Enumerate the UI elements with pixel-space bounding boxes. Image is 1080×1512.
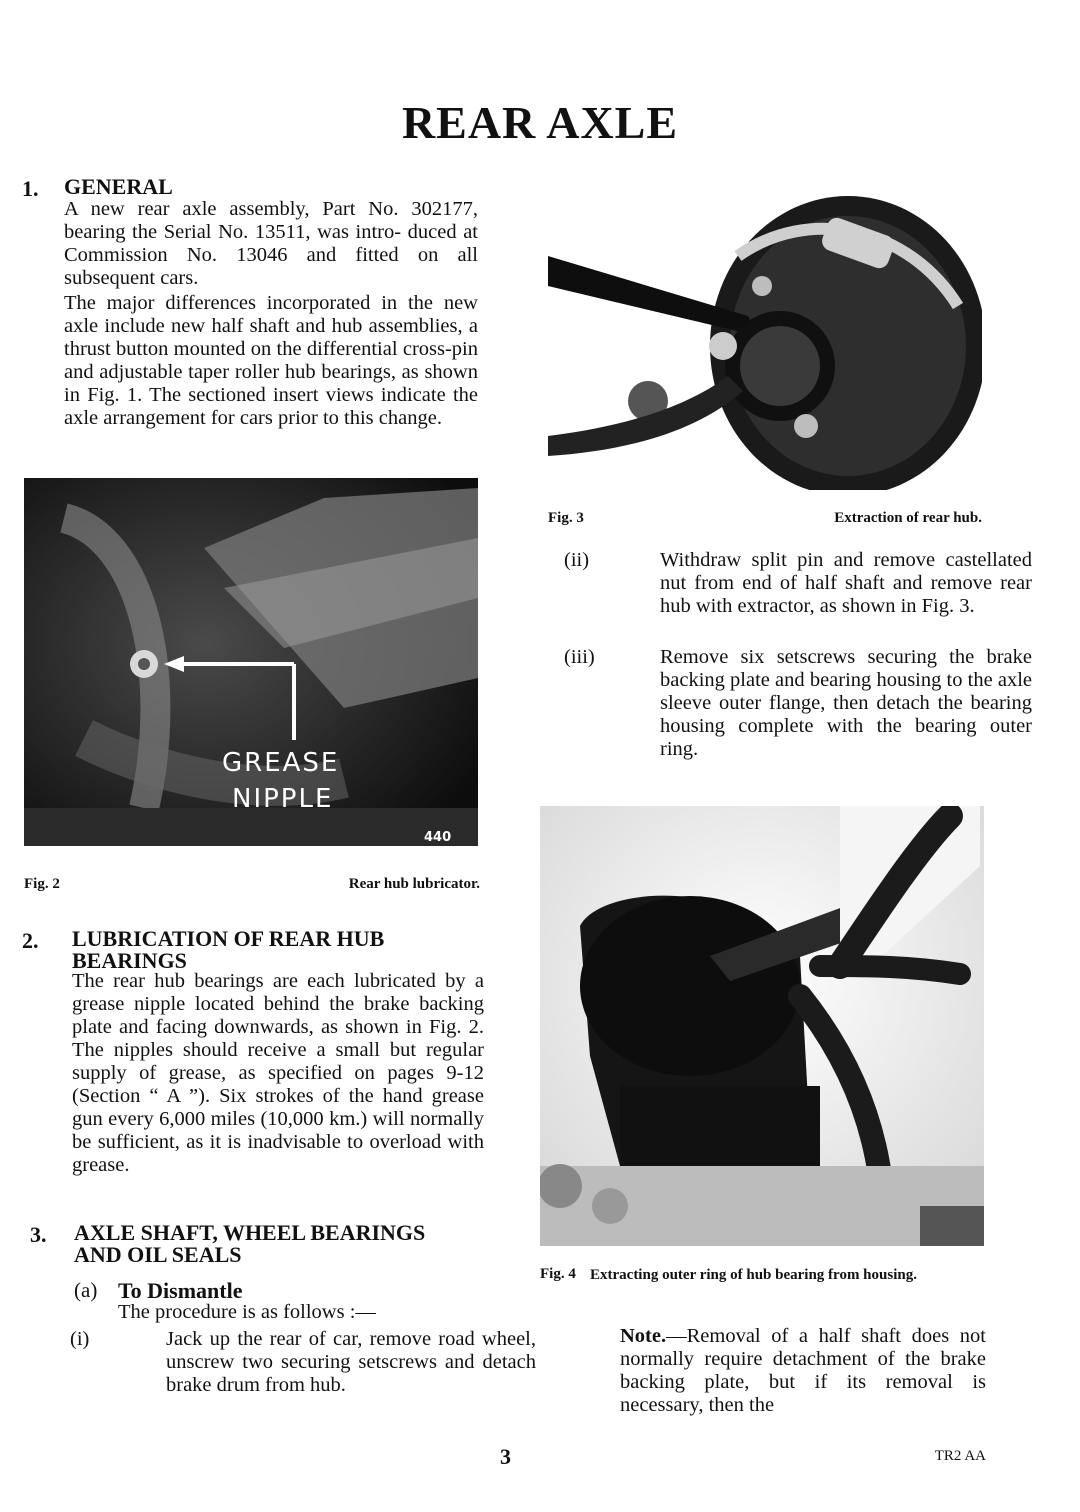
fig-3-caption: Extraction of rear hub. [834, 510, 982, 526]
fig-3-illustration [548, 186, 982, 490]
step-i-number: (i) [70, 1328, 90, 1350]
procedure-intro: The procedure is as follows :— [118, 1301, 376, 1323]
fig-3-photo [548, 186, 982, 490]
step-i-text: Jack up the rear of car, remove road wheel, unscrew two securing setscrews and detach brake drum from hub. [166, 1328, 536, 1396]
footer-code: TR2 AA [934, 1448, 986, 1464]
section-2-para: The rear hub bearings are each lubricated by a grease nipple located behind the brake backing plate and facing downwards, as shown in Fig. 2. The nipples should receive a small but regular supply of grease, as specified on pages 9-12 (Section “ A ”). Six strokes of the hand grease gun every 6,000 miles (10,000 km.) will normally be sufficient, as it is inadvisable to overload with grease. [72, 970, 484, 1176]
section-1-para-2: The major differences incorporated in the new axle include new half shaft and hub assemblies, a thrust button mounted on the differential cross-pin and adjustable taper roller hub bearings, as shown in Fig. 1. The sectioned insert views indicate the axle arrangement for cars prior to this change. [64, 292, 478, 429]
subsection-a-label: (a) [74, 1278, 98, 1302]
section-2-number: 2. [22, 928, 39, 953]
fig-2-label-grease: GREASE [222, 748, 340, 778]
fig-2-label-nipple: NIPPLE [232, 784, 334, 814]
fig-4-caption: Extracting outer ring of hub bearing from housing. [590, 1267, 917, 1283]
step-iii-text: Remove six setscrews securing the brake backing plate and bearing housing to the axle sleeve outer flange, then detach the bearing housing complete with the bearing outer ring. [660, 646, 1032, 760]
note-text: —Removal of a half shaft does not normally require detachment of the brake backing plate, but if its removal is necessary, then the [620, 1325, 986, 1416]
subsection-a-title: To Dismantle [118, 1278, 243, 1303]
section-1-heading: GENERAL [64, 174, 173, 199]
note-label: Note. [620, 1325, 667, 1347]
step-ii [564, 549, 1032, 618]
page-title: REAR AXLE [401, 97, 679, 148]
section-2-heading-2: BEARINGS [72, 948, 187, 973]
fig-2-photo [24, 478, 478, 846]
page-number: 3 [500, 1444, 511, 1469]
note-block [620, 1325, 986, 1417]
fig-3-label: Fig. 3 [548, 510, 584, 526]
section-3-number: 3. [30, 1222, 47, 1247]
step-ii-number: (ii) [564, 549, 590, 571]
section-1-para-1: A new rear axle assembly, Part No. 302177, bearing the Serial No. 13511, was intro- duced at Commission No. 13046 and fitted on all subsequent cars. [64, 198, 478, 289]
fig-4-label: Fig. 4 [540, 1266, 576, 1282]
step-iii [564, 646, 1032, 761]
section-3-heading-2: AND OIL SEALS [74, 1242, 242, 1267]
fig-4-photo [540, 806, 984, 1246]
fig-2-label: Fig. 2 [24, 876, 60, 892]
section-2-heading-1: LUBRICATION OF REAR HUB [72, 926, 385, 951]
fig-2-caption: Rear hub lubricator. [348, 876, 480, 892]
step-i [70, 1328, 536, 1397]
fig-4-illustration [540, 806, 984, 1246]
fig-2-plate-number: 440 [424, 830, 452, 845]
step-iii-number: (iii) [564, 646, 595, 668]
step-ii-text: Withdraw split pin and remove castellated nut from end of half shaft and remove rear hub with extractor, as shown in Fig. 3. [660, 549, 1032, 617]
section-3-heading-1: AXLE SHAFT, WHEEL BEARINGS [74, 1220, 426, 1245]
section-1-number: 1. [22, 176, 39, 201]
